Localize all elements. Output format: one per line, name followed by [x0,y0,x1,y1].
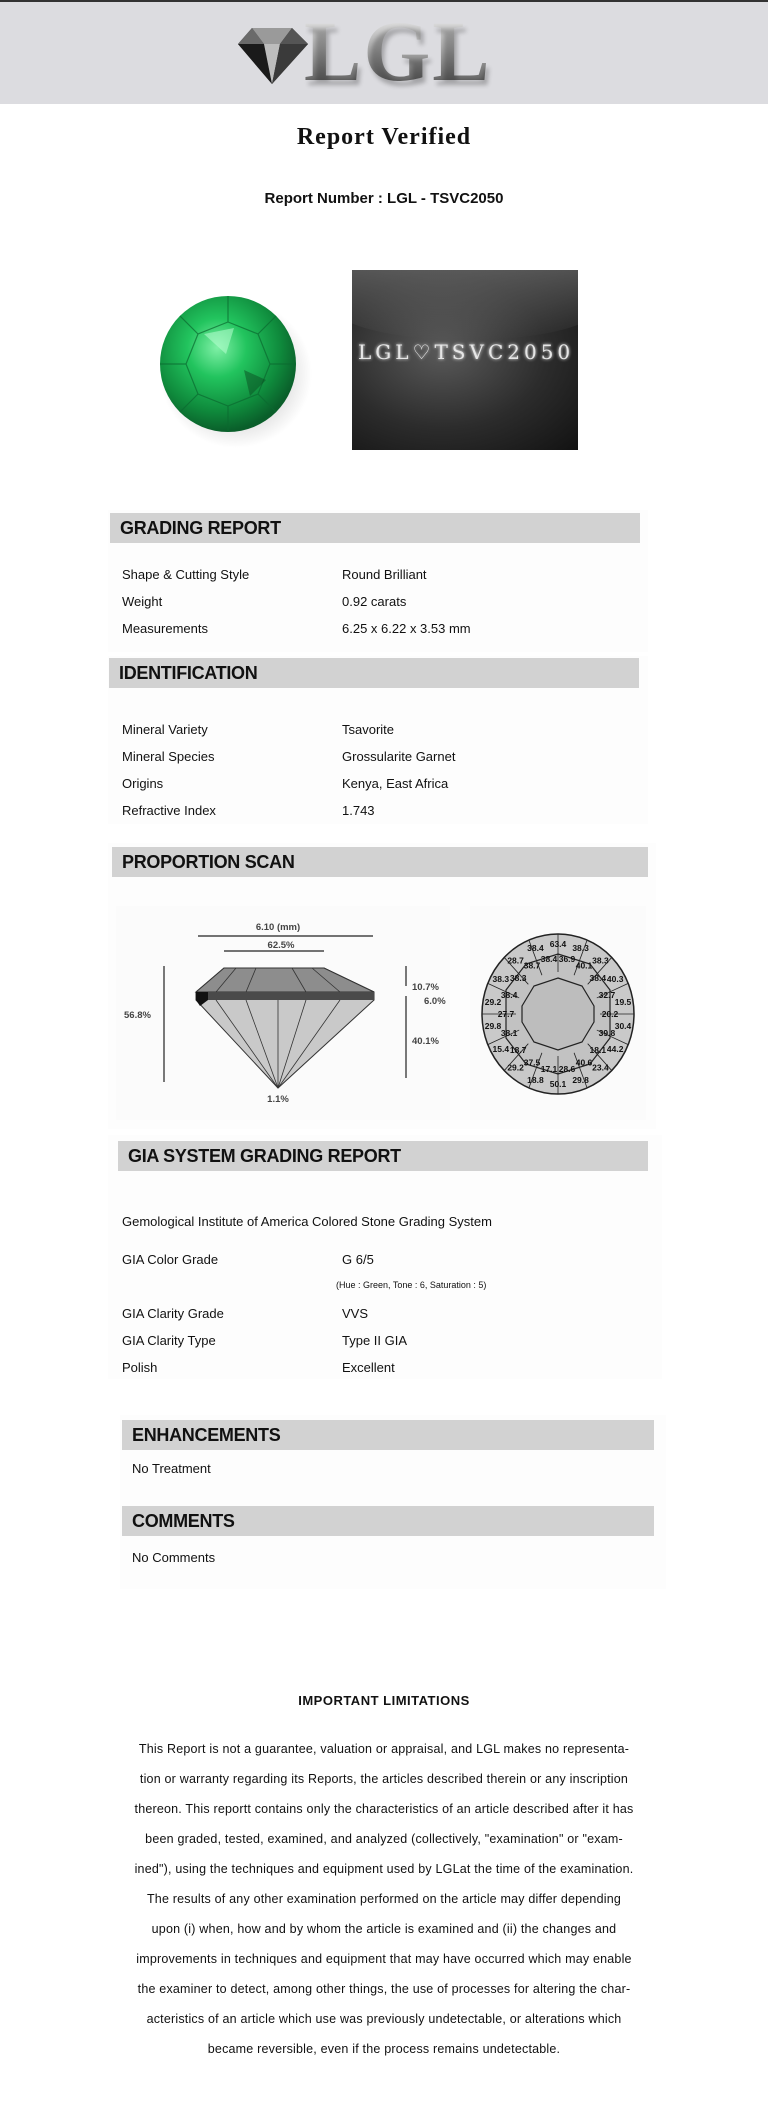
limitations-line: The results of any other examination performed on the article may differ depending [146,1892,622,1906]
facet-value-label: 28.7 [507,955,524,966]
row-value: G 6/5 [342,1252,374,1267]
row-label: GIA Color Grade [122,1252,219,1267]
inscription-photo [352,270,578,450]
diameter-label: 6.10 (mm) [255,922,301,933]
row-label: Polish [122,1360,158,1375]
depth-label: 56.8% [124,1010,151,1021]
row-label: GIA Clarity Type [122,1333,216,1348]
facet-value-label: 38.1 [500,1028,518,1039]
limitations-line: acteristics of an article which use was previously undetectable, or alterations which [146,2012,622,2026]
facet-value-label: 28.6 [558,1064,576,1075]
facet-value-label: 18.1 [589,1045,607,1055]
facet-value-label: 30.4 [614,1021,632,1032]
row-label: Mineral Species [122,749,215,764]
facet-value-label: 38.4 [527,943,544,954]
facet-value-label: 44.2 [606,1044,624,1054]
identification-heading: IDENTIFICATION [109,658,639,688]
limitations-line: thereon. This reportt contains only the characteristics of an article described after it has [134,1802,634,1816]
report-number: Report Number : LGL - TSVC2050 [264,190,504,207]
pavilion-label: 40.1% [412,1036,439,1047]
facet-value-label: 29.8 [484,1021,502,1032]
facet-value-label: 40.6 [575,1057,593,1068]
facet-value-label: 38.7 [523,960,541,971]
facet-value-label: 38.4 [500,989,518,1000]
row-label: Weight [122,594,163,609]
row-value: 1.743 [342,803,375,818]
inscription-text: LGL♡TSVC2050 [358,340,575,364]
row-value: Excellent [342,1360,395,1375]
logo-text: LGL [304,3,492,99]
grading-heading: GRADING REPORT [110,513,640,543]
header-banner [0,2,768,104]
row-value: Grossularite Garnet [342,749,456,764]
row-label: Shape & Cutting Style [122,567,250,582]
row-label: Origins [122,776,164,791]
facet-value-label: 36.9 [558,953,576,964]
facet-value-label: 40.3 [606,974,624,984]
facet-value-label: 19.5 [614,996,632,1007]
crown-height-label: 10.7% [412,982,439,993]
culet-label: 1.1% [267,1094,289,1105]
profile-diagram [116,906,450,1120]
facet-value-label: 40.1 [575,960,593,971]
enhancements-heading: ENHANCEMENTS [122,1420,654,1450]
diamond-logo-icon [234,22,312,88]
facet-value-label: 29.2 [484,996,502,1007]
facet-value-label: 15.4 [492,1044,510,1054]
limitations-line: ined"), using the techniques and equipment used by LGLat the time of the examination. [134,1862,634,1876]
gia-heading: GIA SYSTEM GRADING REPORT [118,1141,648,1171]
limitations-body [118,1734,650,2064]
facet-value-label: 17.1 [540,1064,558,1075]
facet-value-label: 37.5 [523,1057,541,1068]
limitations-heading: IMPORTANT LIMITATIONS [298,1693,470,1708]
table-label: 62.5% [267,940,295,951]
gia-color-note: (Hue : Green, Tone : 6, Saturation : 5) [336,1280,487,1290]
limitations-line: the examiner to detect, among other things, the use of processes for altering the char- [137,1982,631,1996]
limitations-line: tion or warranty regarding its Reports, the articles described therein or any inscription [139,1772,629,1786]
lgl-logo [232,3,492,99]
facet-value-label: 29.8 [572,1074,589,1085]
facet-value-label: 18.7 [509,1045,527,1055]
facet-value-label: 23.4 [592,1062,609,1073]
row-value: Kenya, East Africa [342,776,449,791]
facet-value-label: 38.3 [492,974,510,984]
gia-intro: Gemological Institute of America Colored Stone Grading System [122,1214,492,1229]
page-title: Report Verified [296,124,472,150]
limitations-line: been graded, tested, examined, and analyzed (collectively, "examination" or "exam- [145,1832,623,1846]
facet-value-label: 18.8 [527,1074,544,1085]
enhancements-text: No Treatment [132,1461,211,1476]
facet-value-label: 39.8 [598,1028,616,1039]
row-value: 0.92 carats [342,594,407,609]
limitations-line: improvements in techniques and equipment that may have occurred which may enable [136,1952,632,1966]
facet-value-label: 38.4 [540,953,558,964]
comments-heading: COMMENTS [122,1506,654,1536]
facet-value-label: 38.4 [589,973,607,983]
limitations-line: This Report is not a guarantee, valuation or appraisal, and LGL makes no representa- [138,1742,630,1756]
row-label: GIA Clarity Grade [122,1306,224,1321]
facet-value-label: 32.7 [598,989,616,1000]
facet-value-label: 27.7 [497,1009,515,1019]
row-label: Measurements [122,621,208,636]
row-value: Round Brilliant [342,567,427,582]
facet-value-label: 38.3 [592,955,609,966]
facet-value-label: 29.2 [507,1062,524,1073]
facet-value-label: 63.4 [549,939,567,949]
facet-value-label: 20.2 [601,1009,619,1019]
limitations-line: became reversible, even if the process remains undetectable. [207,2042,561,2056]
crown-facet-diagram [470,906,646,1120]
limitations-line: upon (i) when, how and by whom the article is examined and (ii) the changes and [151,1922,617,1936]
facet-value-label: 38.3 [572,943,589,954]
row-value: Tsavorite [342,722,395,737]
facet-value-label: 38.3 [509,973,527,983]
girdle-label: 6.0% [424,996,446,1007]
row-value: Type II GIA [342,1333,408,1348]
row-value: VVS [342,1306,369,1321]
proportion-heading: PROPORTION SCAN [112,847,648,877]
row-label: Refractive Index [122,803,216,818]
row-value: 6.25 x 6.22 x 3.53 mm [342,621,471,636]
facet-value-label: 50.1 [549,1079,567,1089]
comments-text: No Comments [132,1550,216,1565]
row-label: Mineral Variety [122,722,208,737]
gem-photo [134,270,324,460]
